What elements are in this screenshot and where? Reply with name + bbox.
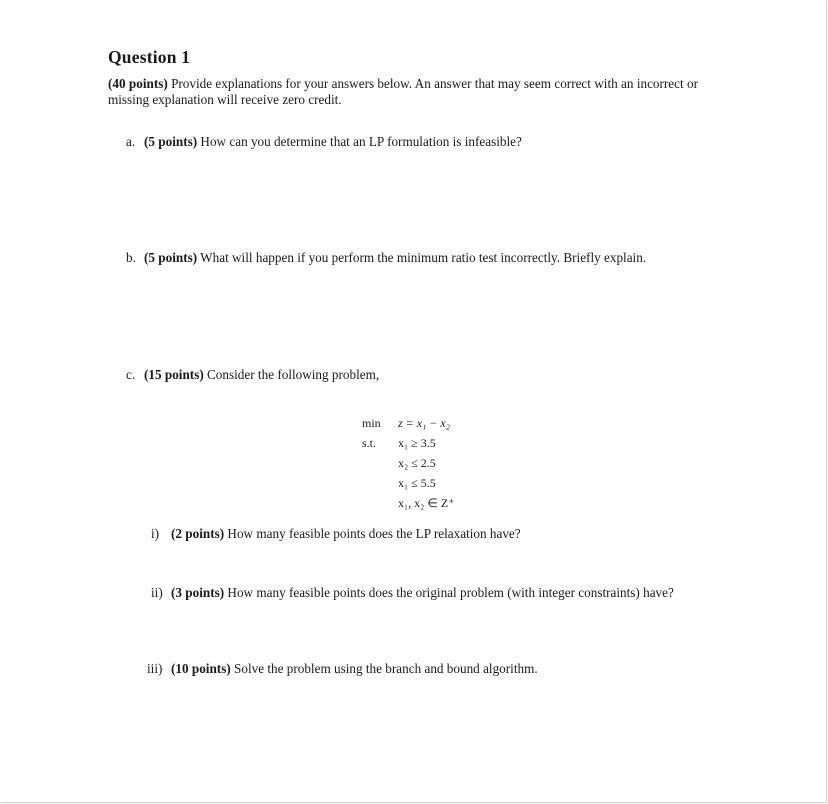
constraint-label: s.t. — [362, 436, 377, 450]
subpart-iii-text: Solve the problem using the branch and bound algorithm. — [230, 661, 538, 676]
constraint-4: x₁, x₂ ∈ Z⁺ — [398, 496, 455, 510]
part-c-label: c. — [126, 367, 136, 382]
intro-points: (40 points) — [108, 76, 168, 91]
subpart-i-points: (2 points) — [171, 526, 225, 541]
part-a-points: (5 points) — [144, 134, 198, 149]
part-b-text: What will happen if you perform the minimum ratio test incorrectly. Briefly explain. — [197, 250, 647, 265]
subpart-i-text: How many feasible points does the LP relaxation have? — [224, 526, 521, 541]
subpart-ii-points: (3 points) — [171, 585, 225, 600]
objective-label: min — [362, 416, 381, 430]
subpart-i-label: i) — [151, 526, 160, 541]
lp-problem — [362, 413, 502, 523]
constraint-1: x₁ ≥ 3.5 — [398, 436, 436, 450]
part-a-label: a. — [126, 134, 136, 149]
question-intro — [108, 76, 698, 108]
constraint-3: x₁ ≤ 5.5 — [398, 476, 436, 490]
part-a-text: How can you determine that an LP formulation is infeasible? — [197, 134, 522, 149]
part-b-points: (5 points) — [144, 250, 198, 265]
intro-text: Provide explanations for your answers below. An answer that may seem correct with an incorrect or missing explanation will receive zero credit. — [108, 76, 698, 107]
subpart-ii-text: How many feasible points does the original problem (with integer constraints) have? — [224, 585, 674, 600]
question-title: Question 1 — [108, 47, 191, 67]
constraint-2: x₂ ≤ 2.5 — [398, 456, 436, 470]
subpart-ii-label: ii) — [151, 585, 163, 600]
part-c-points: (15 points) — [144, 367, 204, 382]
part-c-text: Consider the following problem, — [203, 367, 380, 382]
objective-function: z = x₁ − x₂ — [398, 416, 450, 430]
subpart-iii-label: iii) — [147, 661, 163, 676]
part-b-label: b. — [126, 250, 136, 265]
subpart-iii-points: (10 points) — [171, 661, 231, 676]
